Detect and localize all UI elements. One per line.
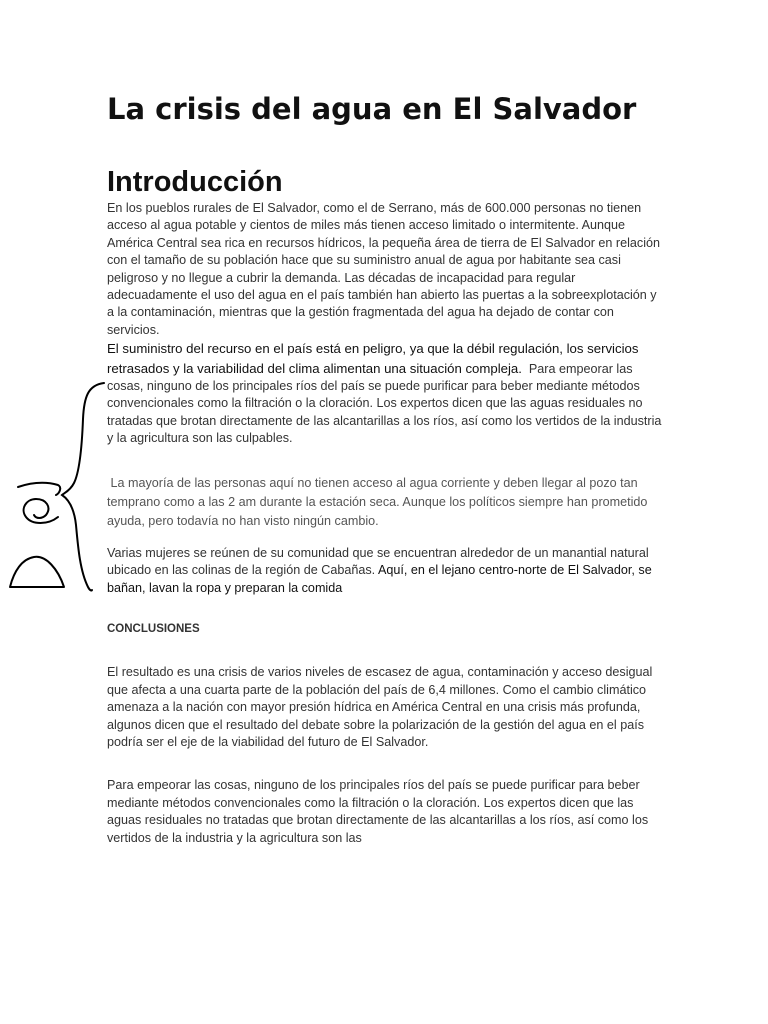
paragraph-women bbox=[107, 545, 667, 597]
paragraph-access bbox=[107, 474, 667, 531]
handwritten-annotation-icon bbox=[0, 375, 110, 605]
paragraph-access-text: La mayoría de las personas aquí no tienen acceso al agua corriente y deben llegar al pozo tan temprano como a las 2 am durante la estación seca. Aunque los políticos siempre han prometido ayuda, pero todavía no han visto ningún cambio. bbox=[107, 475, 648, 528]
paragraph-women-a: Varias mujeres se reúnen de su comunidad que se encuentran alrededor de un manantial natural ubicado en las colinas de la región de Cabañas. bbox=[107, 545, 649, 578]
paragraph-intro: En los pueblos rurales de El Salvador, como el de Serrano, más de 600.000 personas no tienen acceso al agua potable y cientos de miles más tienen acceso limitado o intermitente. Aunque América Central sea rica en recursos hídricos, la pequeña área de tierra de El Salvador en relación con el tamaño de su población hace que su suministro anual de agua por habitante sea casi peligroso y no llegue a cubrir la demanda. Las décadas de incapacidad para regular adecuadamente el uso del agua en el país también han abierto las puertas a la sobreexplotación y a la contaminación, mientras que la gestión fragmentada del agua ha dejado de contar con servicios. bbox=[107, 201, 661, 337]
paragraph-supply-rest: Para empeorar las cosas, ninguno de los principales ríos del país se puede purificar para beber mediante métodos convencionales como la filtración o la cloración. Los expertos dicen que las aguas residuales no tratadas que brotan directamente de las alcantarillas a los ríos, así como los vertidos de la industria y la agricultura son las culpables. bbox=[107, 361, 662, 446]
paragraph-conclusion: El resultado es una crisis de varios niveles de escasez de agua, contaminación y acceso desigual que afecta a una cuarta parte de la población del país de 6,4 millones. Como el cambio climático amenaza a la nación con mayor presión hídrica en América Central en una crisis más profunda, algunos dicen que el resultado del debate sobre la polarización de la gestión del agua en el país podría ser el eje de la viabilidad del futuro de El Salvador. bbox=[107, 665, 653, 749]
paragraph-repeat: Para empeorar las cosas, ninguno de los principales ríos del país se puede purificar para beber mediante métodos convencionales como la filtración o la cloración. Los expertos dicen que las aguas residuales no tratadas que brotan directamente de las alcantarillas a los ríos, así como los vertidos de la industria y la agricultura son las bbox=[107, 778, 649, 845]
document-page bbox=[107, 92, 667, 847]
paragraph-supply bbox=[107, 339, 667, 447]
paragraph-supply-lead: El suministro del recurso en el país está en peligro, ya que la débil regulación, los servicios retrasados y la variabilidad del clima alimentan una situación compleja. bbox=[107, 341, 639, 376]
paragraph-women-b: Aquí, en el lejano centro-norte de El Salvador, se bañan, lavan la ropa y preparan la comida bbox=[107, 563, 652, 595]
document-title: La crisis del agua en El Salvador bbox=[107, 92, 637, 126]
conclusions-heading: CONCLUSIONES bbox=[107, 622, 200, 635]
intro-heading: Introducción bbox=[107, 166, 283, 198]
